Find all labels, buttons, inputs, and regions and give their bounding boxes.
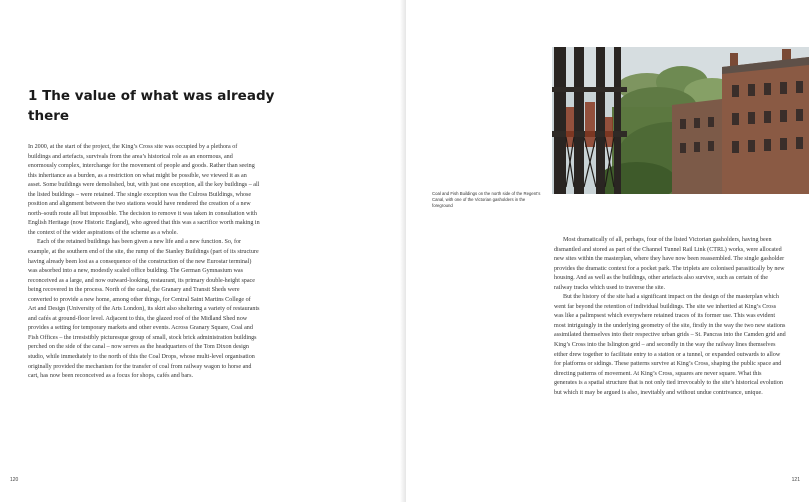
- left-page: [0, 0, 404, 502]
- right-body-text: [554, 236, 786, 398]
- photo-gasholder-canal: [552, 47, 809, 194]
- page-number-left: 120: [10, 477, 19, 483]
- photo-caption: Coal and Fish Buildings on the north side of the Regent’s Canal, with one of the Victorian gasholders in the foreground: [432, 191, 541, 208]
- page-number-right: 121: [791, 477, 800, 483]
- paragraph: But the history of the site had a significant impact on the design of the masterplan which went far beyond the retention of individual buildings. The site we inherited at King’s Cross was like a palimpsest which everywhere retained traces of its former use. This was evident most intriguingly in the underlying geometry of the site, firstly in the way the two new stations assimilated themselves into their respective urban grids – St. Pancras into the Camden grid and King’s Cross into the Islington grid – and secondly in the way the railway lines themselves either drew together to facilitate entry to a station or a tunnel, or expanded outwards to allow for platforms or sidings. These patterns survive at King’s Cross, shaping the public space and directing patterns of movement. At King’s Cross, squares are never square. What this generates is a spatial structure that is not only tied irrevocably to the site’s historical evolution but which it may be argued is also, inevitably and without undue contrivance, unique.: [554, 294, 786, 396]
- left-body-text: [28, 143, 260, 382]
- paragraph: Each of the retained buildings has been given a new life and a new function. So, for example, at the southern end of the site, the rump of the Stanley Buildings (part of its structure having already been lost as a consequence of the construction of the new Eurostar terminal) was absorbed into a new, modestly scaled office building. The German Gymnasium was reconceived as a large, and now outward-looking, restaurant, its primary double-height space being recovered in the process. North of the canal, the Granary and Transit Sheds were converted to provide a new home, among other things, for Central Saint Martins College of Art and Design (University of the Arts London), its skirt also sheltering a variety of restaurants and cafés at ground-floor level. Adjacent to this, the glazed roof of the Midland Shed now provides a setting for temporary markets and other events. Across Granary Square, Coal and Fish Offices – the irresistibly picturesque group of small, stock brick administration buildings perched on the side of the canal – now serves as the headquarters of the Tom Dixon design studio, while immediately to the north of this the Coal Drops, whose multi-level organisation originally provided the mechanism for the transfer of coal from railway wagon to horse and cart, has now been reconceived as a focus for shops, cafés and bars.: [28, 239, 260, 380]
- chapter-heading: 1 The value of what was already there: [28, 88, 275, 124]
- paragraph: Most dramatically of all, perhaps, four of the listed Victorian gasholders, having been dismantled and stored as part of the Channel Tunnel Rail Link (CTRL) works, were allocated new sites within the masterplan, where they have now been reassembled. The single gasholder provides the dramatic context for a pocket park. The triplets are colonised parasitically by new housing. And as well as the buildings, other artefacts also survive, such as certain of the railway tracks which used to traverse the site.: [554, 237, 785, 291]
- paragraph: In 2000, at the start of the project, the King’s Cross site was occupied by a plethora of buildings and artefacts, survivals from the area’s historical role as an enormous, and enormously complex, interchange for the movement of people and goods. Rather than seeing this inheritance as a burden, as a restriction on what might be possible, we viewed it as an asset. Some buildings were demolished, but, with just one exception, all the key buildings – all the listed buildings – were retained. The single exception was the Culross Buildings, whose position and alignment between the two stations would have rendered the creation of a new north–south route all but impossible. The decision to remove it was taken in consultation with English Heritage (now Historic England), who agreed that this was a sacrifice worth making in the context of the wider aspirations of the scheme as a whole.: [28, 144, 260, 236]
